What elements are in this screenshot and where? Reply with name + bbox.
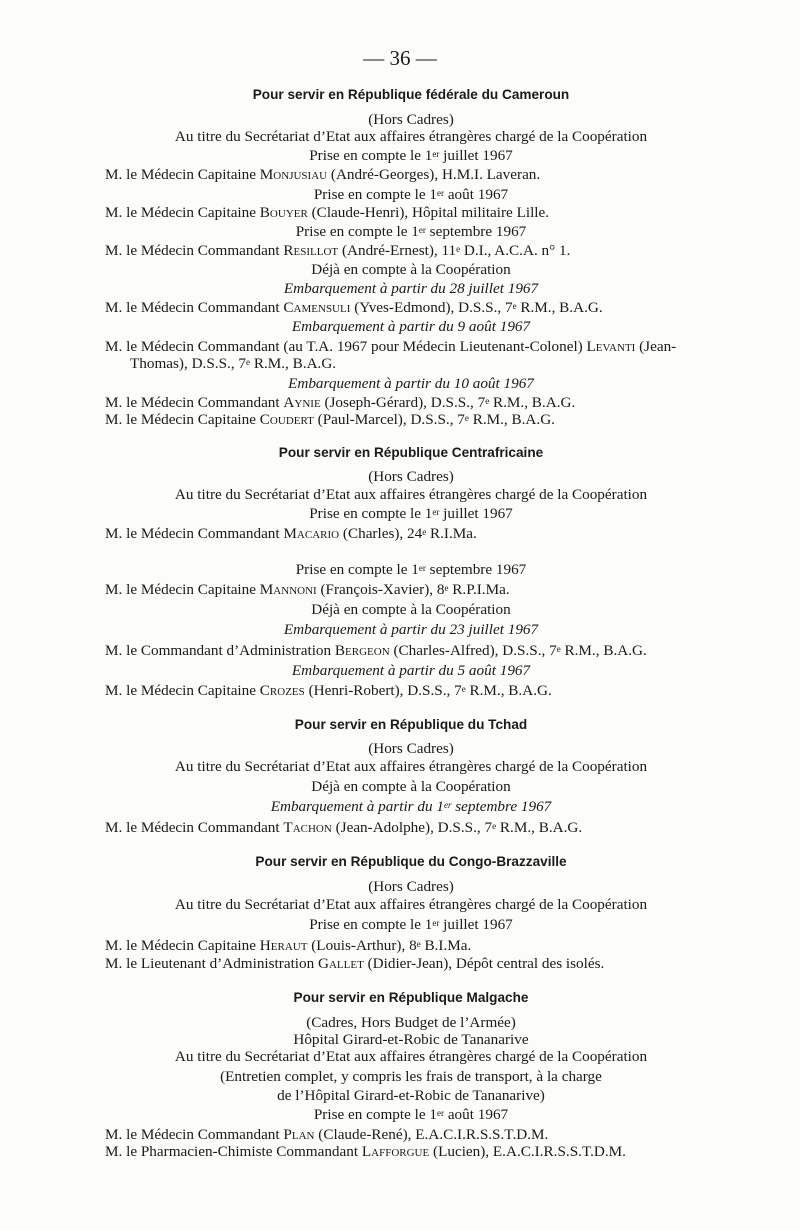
person-name: Aynie: [283, 394, 321, 411]
text-line: de l’Hôpital Girard-et-Robic de Tananarive): [277, 1087, 545, 1104]
person-name: Bergeon: [334, 642, 390, 659]
text-line: Au titre du Secrétariat d’Etat aux affaires étrangères chargé de la Coopération: [174, 486, 648, 503]
embarkation-line: Embarquement à partir du 10 août 1967: [288, 375, 534, 392]
text-line: Prise en compte le 1er septembre 1967: [295, 223, 527, 240]
section-heading: Pour servir en République du Congo-Brazzaville: [255, 854, 567, 869]
person-line: M. le Médecin Commandant (au T.A. 1967 pour Médecin Lieutenant-Colonel) Levanti (Jean-: [105, 338, 677, 355]
section-heading: Pour servir en République Centrafricaine: [278, 445, 544, 460]
person-line: M. le Médecin Commandant Resillot (André-Ernest), 11e D.I., A.C.A. n° 1.: [105, 242, 571, 259]
person-name: Tachon: [283, 819, 332, 836]
text-line: (Hors Cadres): [368, 468, 454, 485]
text-line: Prise en compte le 1er août 1967: [313, 186, 509, 203]
text-line: (Hors Cadres): [368, 740, 454, 757]
person-name: Resillot: [283, 242, 339, 259]
page-number: — 36 —: [363, 46, 437, 70]
text-line: Prise en compte le 1er juillet 1967: [309, 505, 513, 522]
text-line: Prise en compte le 1er juillet 1967: [309, 916, 513, 933]
person-line: M. le Médecin Capitaine Mannoni (François-Xavier), 8e R.P.I.Ma.: [105, 581, 510, 598]
text-line: (Hors Cadres): [368, 111, 454, 128]
text-line: Hôpital Girard-et-Robic de Tananarive: [293, 1031, 529, 1048]
person-name: Crozes: [259, 682, 305, 699]
text-line: Déjà en compte à la Coopération: [311, 261, 511, 278]
person-line: M. le Médecin Capitaine Coudert (Paul-Marcel), D.S.S., 7e R.M., B.A.G.: [105, 411, 555, 428]
embarkation-line: Embarquement à partir du 1er septembre 1967: [270, 798, 552, 815]
embarkation-line: Embarquement à partir du 5 août 1967: [291, 662, 531, 679]
text-line: Au titre du Secrétariat d’Etat aux affaires étrangères chargé de la Coopération: [174, 1048, 648, 1065]
section-heading: Pour servir en République Malgache: [293, 990, 529, 1005]
person-line: M. le Médecin Commandant Camensuli (Yves-Edmond), D.S.S., 7e R.M., B.A.G.: [105, 299, 603, 316]
text-line: (Entretien complet, y compris les frais de transport, à la charge: [220, 1068, 602, 1085]
continuation-line: Thomas), D.S.S., 7e R.M., B.A.G.: [130, 355, 337, 372]
person-line: M. le Médecin Capitaine Crozes (Henri-Robert), D.S.S., 7e R.M., B.A.G.: [105, 682, 552, 699]
section-heading: Pour servir en République du Tchad: [294, 717, 528, 732]
embarkation-line: Embarquement à partir du 28 juillet 1967: [283, 280, 539, 297]
person-name: Lafforgue: [361, 1143, 430, 1160]
person-name: Camensuli: [283, 299, 351, 316]
person-line: M. le Médecin Capitaine Bouyer (Claude-Henri), Hôpital militaire Lille.: [105, 204, 550, 221]
text-line: Au titre du Secrétariat d’Etat aux affaires étrangères chargé de la Coopération: [174, 758, 648, 775]
person-line: M. le Commandant d’Administration Bergeon (Charles-Alfred), D.S.S., 7e R.M., B.A.G.: [105, 642, 647, 659]
person-name: Levanti: [586, 338, 636, 355]
text-line: Prise en compte le 1er juillet 1967: [309, 147, 513, 164]
person-line: M. le Médecin Commandant Macario (Charles), 24e R.I.Ma.: [105, 525, 477, 542]
person-name: Coudert: [259, 411, 314, 428]
text-line: Au titre du Secrétariat d’Etat aux affaires étrangères chargé de la Coopération: [174, 896, 648, 913]
text-line: Prise en compte le 1er août 1967: [313, 1106, 509, 1123]
text-line: Au titre du Secrétariat d’Etat aux affaires étrangères chargé de la Coopération: [174, 128, 648, 145]
person-name: Gallet: [318, 955, 364, 972]
person-line: M. le Médecin Commandant Tachon (Jean-Adolphe), D.S.S., 7e R.M., B.A.G.: [105, 819, 583, 836]
text-line: Prise en compte le 1er septembre 1967: [295, 561, 527, 578]
person-name: Plan: [283, 1126, 315, 1143]
person-line: M. le Médecin Commandant Plan (Claude-René), E.A.C.I.R.S.S.T.D.M.: [105, 1126, 549, 1143]
person-name: Monjusiau: [259, 166, 328, 183]
embarkation-line: Embarquement à partir du 9 août 1967: [291, 318, 531, 335]
person-line: M. le Médecin Capitaine Monjusiau (André-Georges), H.M.I. Laveran.: [105, 166, 541, 183]
text-line: (Hors Cadres): [368, 878, 454, 895]
section-heading: Pour servir en République fédérale du Cameroun: [252, 87, 570, 102]
text-line: (Cadres, Hors Budget de l’Armée): [306, 1014, 516, 1031]
text-line: Déjà en compte à la Coopération: [311, 601, 511, 618]
person-line: M. le Médecin Commandant Aynie (Joseph-Gérard), D.S.S., 7e R.M., B.A.G.: [105, 394, 576, 411]
person-name: Mannoni: [259, 581, 317, 598]
text-line: Déjà en compte à la Coopération: [311, 778, 511, 795]
person-name: Heraut: [259, 937, 308, 954]
person-line: M. le Lieutenant d’Administration Gallet (Didier-Jean), Dépôt central des isolés.: [105, 955, 605, 972]
person-line: M. le Médecin Capitaine Heraut (Louis-Arthur), 8e B.I.Ma.: [105, 937, 472, 954]
person-line: M. le Pharmacien-Chimiste Commandant Lafforgue (Lucien), E.A.C.I.R.S.S.T.D.M.: [105, 1143, 626, 1160]
embarkation-line: Embarquement à partir du 23 juillet 1967: [283, 621, 539, 638]
person-name: Bouyer: [259, 204, 308, 221]
person-name: Macario: [283, 525, 340, 542]
